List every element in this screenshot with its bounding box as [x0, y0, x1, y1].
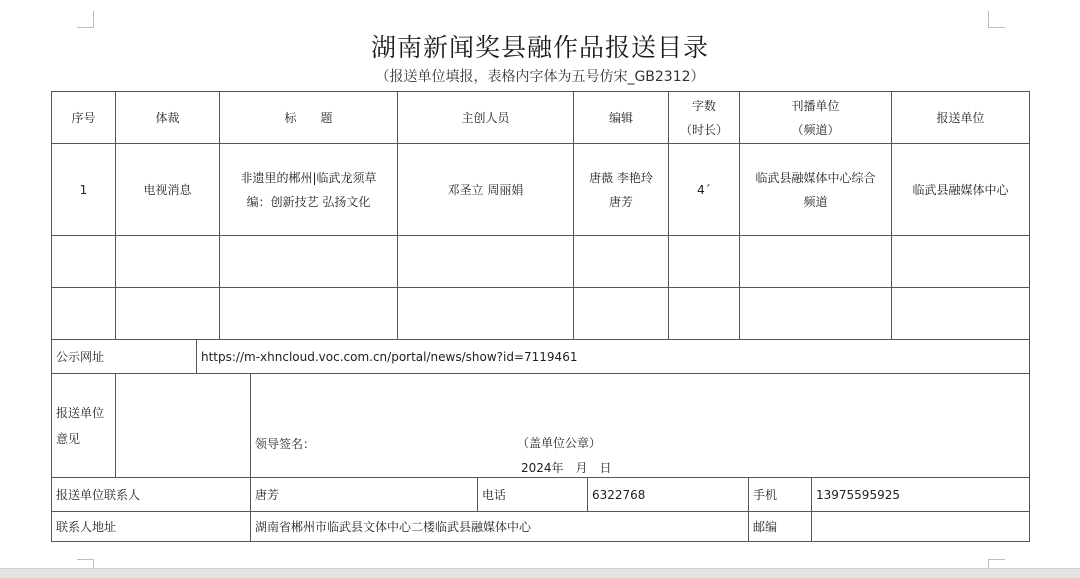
table-row-empty	[52, 236, 1030, 288]
header-word-count-line2: （时长）	[679, 122, 728, 137]
header-word-count-line1: 字数	[691, 98, 716, 113]
seal-note: （盖单位公章）	[517, 436, 602, 450]
cell-title-line2: 编：创新技艺 弘扬文化	[246, 194, 371, 209]
mobile-label: 手机	[749, 478, 812, 512]
empty-cell	[669, 236, 740, 288]
cell-creators: 邓圣立 周丽娟	[398, 144, 574, 236]
cell-submitter: 临武县融媒体中心	[892, 144, 1030, 236]
postcode-label: 邮编	[749, 512, 812, 542]
header-publisher-line2: （频道）	[791, 122, 840, 137]
phone-label: 电话	[478, 478, 588, 512]
empty-cell	[892, 288, 1030, 340]
cell-publisher	[740, 144, 892, 236]
cell-editor-line2: 唐芳	[608, 194, 633, 209]
leader-sign-label: 领导签名：	[255, 437, 316, 451]
page-corner-mark-top-left	[77, 11, 94, 28]
address-value: 湖南省郴州市临武县文体中心二楼临武县融媒体中心	[251, 512, 749, 542]
page-corner-mark-top-right	[988, 11, 1005, 28]
cell-genre: 电视消息	[116, 144, 220, 236]
postcode-value	[812, 512, 1030, 542]
mobile-value: 13975595925	[812, 478, 1030, 512]
contact-name: 唐芳	[251, 478, 478, 512]
table-header-row	[52, 92, 1030, 144]
public-url-label: 公示网址	[52, 340, 197, 374]
empty-cell	[398, 288, 574, 340]
header-creators: 主创人员	[398, 92, 574, 144]
opinion-content	[251, 374, 1030, 478]
table-row	[52, 144, 1030, 236]
opinion-label-line1: 报送单位	[56, 405, 105, 420]
address-row	[51, 511, 1030, 542]
public-url-value[interactable]: https://m-xhncloud.voc.com.cn/portal/news/show?id=7119461	[197, 340, 1030, 374]
empty-cell	[52, 288, 116, 340]
contact-label: 报送单位联系人	[52, 478, 251, 512]
opinion-label-line2: 意见	[56, 431, 81, 446]
empty-cell	[398, 236, 574, 288]
address-label: 联系人地址	[52, 512, 251, 542]
sign-date: 2024年 月 日	[521, 461, 612, 475]
header-title: 标 题	[220, 92, 398, 144]
cell-title-line1: 非遗里的郴州|临武龙须草	[240, 170, 377, 185]
empty-cell	[740, 236, 892, 288]
public-url-row	[51, 339, 1030, 374]
header-publisher	[740, 92, 892, 144]
contact-row	[51, 477, 1030, 512]
empty-cell	[892, 236, 1030, 288]
cell-publisher-line2: 频道	[803, 194, 828, 209]
cell-seq: 1	[52, 144, 116, 236]
document-subtitle: （报送单位填报，表格内字体为五号仿宋_GB2312）	[375, 69, 705, 85]
empty-cell	[574, 288, 669, 340]
empty-cell	[116, 236, 220, 288]
empty-cell	[740, 288, 892, 340]
cell-title	[220, 144, 398, 236]
submission-table	[51, 91, 1030, 340]
empty-cell	[669, 288, 740, 340]
cell-publisher-line1: 临武县融媒体中心综合	[755, 170, 876, 185]
header-seq: 序号	[52, 92, 116, 144]
header-publisher-line1: 刊播单位	[791, 98, 840, 113]
header-submitter: 报送单位	[892, 92, 1030, 144]
empty-cell	[220, 236, 398, 288]
phone-value: 6322768	[588, 478, 749, 512]
cell-editor	[574, 144, 669, 236]
header-word-count	[669, 92, 740, 144]
cell-editor-line1: 唐薇 李艳玲	[589, 170, 653, 185]
header-genre: 体裁	[116, 92, 220, 144]
empty-cell	[52, 236, 116, 288]
cell-word-count: 4ˊ	[669, 144, 740, 236]
table-row-empty	[52, 288, 1030, 340]
header-editor: 编辑	[574, 92, 669, 144]
opinion-label	[52, 374, 116, 478]
opinion-blank	[116, 374, 251, 478]
empty-cell	[574, 236, 669, 288]
empty-cell	[116, 288, 220, 340]
opinion-section	[51, 373, 1030, 478]
document-title: 湖南新闻奖县融作品报送目录	[370, 33, 709, 62]
empty-cell	[220, 288, 398, 340]
